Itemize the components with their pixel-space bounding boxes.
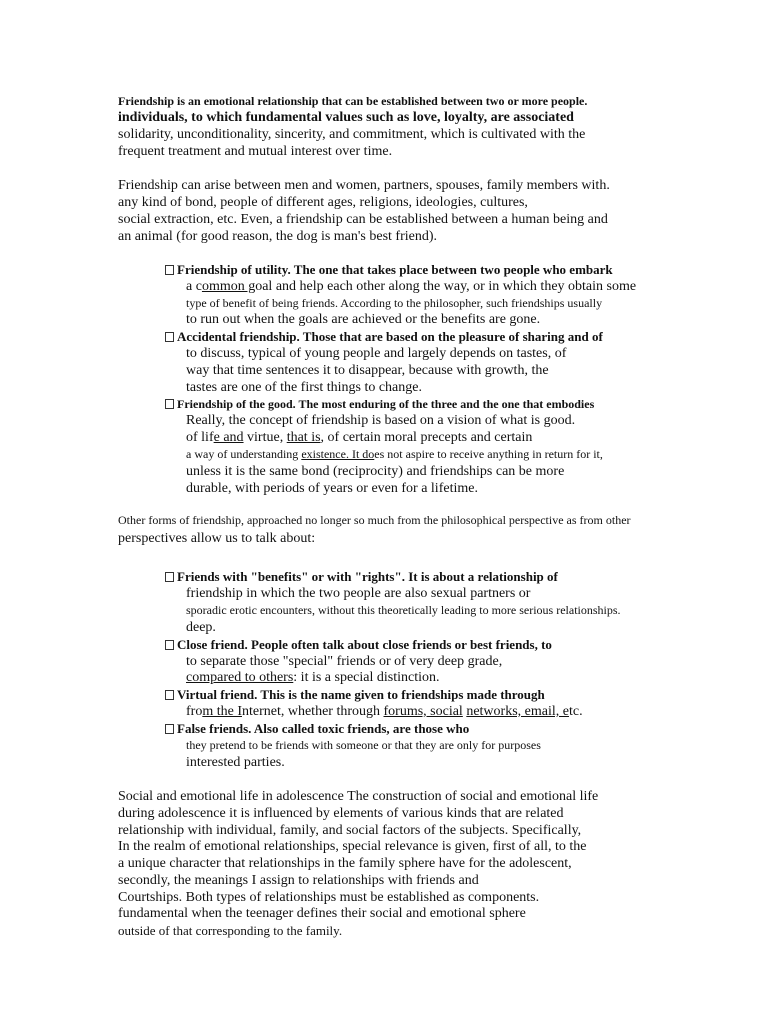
bullet-box-icon [165,690,174,700]
list-item-benefits-head: Friends with "benefits" or with "rights". It is about a relationship of [165,570,558,583]
list-item-utility-line-1: a common goal and help each other along the way, or in which they obtain some [186,279,637,294]
list-item-virtual-line-1: from the Internet, whether through forums, social networks, email, etc. [186,704,583,719]
closing-line-5: a unique character that relationships in the family sphere have for the adolescent, [118,856,572,871]
closing-line-4: In the realm of emotional relationships, special relevance is given, first of all, to the [118,839,587,854]
list-item-good-line-2: of life and virtue, that is, of certain moral precepts and certain [186,430,533,445]
list-item-utility-line-2: type of benefit of being friends. According to the philosopher, such friendships usually [186,296,603,310]
intro-line-1: Friendship is an emotional relationship that can be established between two or more people. [118,94,588,108]
list-item-good-line-3: a way of understanding existence. It does not aspire to receive anything in return for it, [186,447,603,461]
para2-line-1: Friendship can arise between men and women, partners, spouses, family members with. [118,178,610,193]
bullet-box-icon [165,724,174,734]
intro-line-3: solidarity, unconditionality, sincerity, and commitment, which is cultivated with the [118,127,586,142]
list-item-accidental-line-1: to discuss, typical of young people and largely depends on tastes, of [186,346,567,361]
bullet-box-icon [165,399,174,409]
closing-line-1: Social and emotional life in adolescence The construction of social and emotional life [118,789,599,804]
bullet-box-icon [165,332,174,342]
list-item-accidental-line-3: tastes are one of the first things to change. [186,380,422,395]
bullet-box-icon [165,572,174,582]
closing-line-8: fundamental when the teenager defines their social and emotional sphere [118,906,526,921]
para2-line-4: an animal (for good reason, the dog is man's best friend). [118,229,437,244]
list-item-good-line-5: durable, with periods of years or even for a lifetime. [186,481,478,496]
list-item-benefits-line-1: friendship in which the two people are also sexual partners or [186,586,531,601]
list-item-false-line-2: interested parties. [186,755,285,770]
bullet-box-icon [165,265,174,275]
intro-line-2: individuals, to which fundamental values such as love, loyalty, are associated [118,110,574,125]
list-item-good-line-4: unless it is the same bond (reciprocity) and friendships can be more [186,464,565,479]
closing-line-3: relationship with individual, family, and social factors of the subjects. Specifically, [118,823,582,838]
closing-line-2: during adolescence it is influenced by elements of various kinds that are related [118,806,564,821]
closing-line-6: secondly, the meanings I assign to relationships with friends and [118,873,479,888]
list-item-benefits-line-2: sporadic erotic encounters, without this theoretically leading to more serious relationships. [186,603,621,617]
list-item-utility-head: Friendship of utility. The one that takes place between two people who embark [165,263,613,276]
closing-line-7: Courtships. Both types of relationships must be established as components. [118,890,540,905]
list-item-false-head: False friends. Also called toxic friends, are those who [165,722,469,735]
intro-line-4: frequent treatment and mutual interest over time. [118,144,393,159]
list-item-good-line-1: Really, the concept of friendship is based on a vision of what is good. [186,413,576,428]
list-item-close-line-2: compared to others: it is a special distinction. [186,670,440,685]
list-item-good-head: Friendship of the good. The most enduring of the three and the one that embodies [165,398,594,410]
list-item-virtual-head: Virtual friend. This is the name given to friendships made through [165,688,545,701]
closing-line-9: outside of that corresponding to the family. [118,923,343,938]
other-intro-line-2: perspectives allow us to talk about: [118,531,316,546]
list-item-accidental-line-2: way that time sentences it to disappear, because with growth, the [186,363,549,378]
list-item-close-line-1: to separate those "special" friends or of very deep grade, [186,654,503,669]
other-intro-line-1: Other forms of friendship, approached no longer so much from the philosophical perspective as from other [118,513,631,527]
list-item-accidental-head: Accidental friendship. Those that are based on the pleasure of sharing and of [165,330,603,343]
list-item-false-line-1: they pretend to be friends with someone or that they are only for purposes [186,738,541,752]
list-item-benefits-line-3: deep. [186,620,216,635]
list-item-utility-line-3: to run out when the goals are achieved or the benefits are gone. [186,312,541,327]
para2-line-2: any kind of bond, people of different ages, religions, ideologies, cultures, [118,195,528,210]
bullet-box-icon [165,640,174,650]
list-item-close-head: Close friend. People often talk about close friends or best friends, to [165,638,552,651]
para2-line-3: social extraction, etc. Even, a friendship can be established between a human being and [118,212,608,227]
